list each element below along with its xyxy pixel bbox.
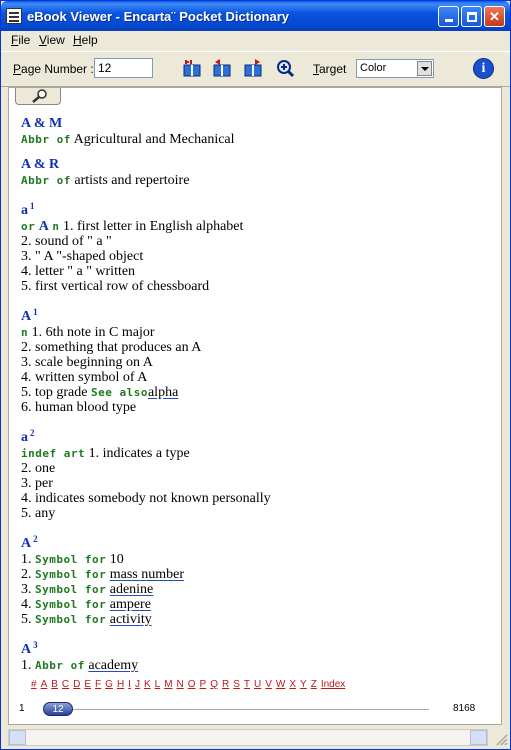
entry-a-1-upper — [21, 304, 491, 415]
grammar-label: n — [52, 220, 60, 233]
alphabet-link[interactable]: Y — [300, 679, 307, 690]
title-bar[interactable] — [1, 1, 510, 31]
grammar-label: indef art — [21, 447, 86, 460]
page-number-input[interactable]: 12 — [94, 58, 153, 78]
entry-a-2-upper: A $^2$ 1. Symbol for 10 2. Symbol for mass number 3. Symbol for adenine 4. Symbol for ampere 5. Symbol for activity — [21, 531, 491, 627]
alphabet-link[interactable]: J — [134, 679, 140, 690]
entry-a-2-lower — [21, 425, 491, 521]
minimize-icon — [445, 19, 453, 22]
entry-a-3-upper: A $^3$ 1. Abbr of academy — [21, 637, 491, 673]
alphabet-link[interactable]: Q — [210, 679, 218, 690]
book-prev-icon — [212, 58, 232, 78]
alphabet-link[interactable]: W — [275, 679, 286, 690]
definition: 10 — [109, 552, 124, 567]
alphabet-link[interactable]: I — [128, 679, 131, 690]
alphabet-link[interactable]: T — [243, 679, 251, 690]
grammar-label: n — [21, 326, 29, 339]
search-icon — [16, 88, 62, 104]
alphabet-link[interactable]: N — [176, 679, 184, 690]
alphabet-link[interactable]: A — [40, 679, 48, 690]
scroll-right-button[interactable] — [470, 730, 487, 745]
menu-file[interactable]: File — [11, 33, 31, 47]
info-button[interactable] — [473, 58, 494, 79]
headword: a $^1$ — [21, 201, 35, 218]
book-first-icon — [182, 58, 202, 78]
slider-min-label: 1 — [19, 703, 25, 714]
alphabet-link[interactable]: Z — [310, 679, 317, 690]
alphabet-index — [31, 679, 349, 690]
variant-headword: A — [38, 219, 49, 234]
alphabet-link[interactable]: Index — [320, 679, 346, 690]
headword: a $^2$ — [21, 428, 35, 445]
definition: 5. any — [21, 506, 56, 521]
chevron-down-icon[interactable] — [417, 61, 432, 76]
definition: 2. one — [21, 461, 56, 476]
dictionary-page — [8, 87, 502, 725]
headword: A $^3$ — [21, 640, 38, 657]
alphabet-link[interactable]: P — [199, 679, 207, 690]
alphabet-link[interactable]: L — [154, 679, 161, 690]
headword: A & M — [21, 116, 63, 131]
close-button[interactable] — [484, 6, 505, 27]
alphabet-link[interactable]: B — [51, 679, 58, 690]
cross-reference-link[interactable]: adenine — [109, 582, 154, 597]
target-select-value: Color — [360, 62, 387, 74]
grammar-label: Abbr of — [21, 133, 71, 146]
grammar-label: Symbol for — [35, 598, 107, 611]
zoom-icon — [275, 58, 295, 78]
headword: A $^1$ — [21, 307, 38, 324]
alphabet-link[interactable]: U — [254, 679, 262, 690]
alphabet-link[interactable]: O — [187, 679, 196, 690]
definition: Agricultural and Mechanical — [73, 132, 235, 147]
definition: 6. human blood type — [21, 400, 137, 415]
definition: 4. indicates somebody not known personally — [21, 491, 271, 506]
menu-help[interactable]: Help — [73, 33, 98, 47]
grammar-label: Abbr of — [35, 659, 85, 672]
book-next-icon — [243, 58, 263, 78]
definition: 1. 6th note in C major — [31, 325, 155, 340]
app-icon — [6, 8, 22, 24]
alphabet-link[interactable]: V — [265, 679, 272, 690]
definition: 2. sound of " a " — [21, 234, 112, 249]
definition: 5. first vertical row of chessboard — [21, 279, 210, 294]
definition: artists and repertoire — [74, 173, 190, 188]
alphabet-link[interactable]: H — [116, 679, 125, 690]
alphabet-link[interactable]: D — [73, 679, 81, 690]
definition: 4. letter " a " written — [21, 264, 136, 279]
close-icon: ✕ — [489, 8, 500, 24]
scroll-left-button[interactable] — [9, 730, 26, 745]
previous-page-button[interactable] — [211, 57, 233, 79]
definition: 3. scale beginning on A — [21, 355, 153, 370]
minimize-button[interactable] — [438, 6, 459, 27]
cross-reference-link[interactable]: mass number — [109, 567, 184, 582]
page-slider — [9, 700, 501, 722]
zoom-button[interactable] — [274, 57, 296, 79]
alphabet-link[interactable]: K — [143, 679, 151, 690]
slider-track[interactable] — [43, 709, 429, 711]
grammar-label: Symbol for — [35, 613, 107, 626]
maximize-button[interactable] — [461, 6, 482, 27]
definition: 3. " A "-shaped object — [21, 249, 144, 264]
alphabet-link[interactable]: C — [61, 679, 70, 690]
alphabet-link[interactable]: G — [105, 679, 113, 690]
alphabet-link[interactable]: X — [289, 679, 297, 690]
horizontal-scrollbar[interactable] — [8, 729, 488, 746]
page-number-label: Page Number : — [13, 62, 94, 76]
alphabet-link[interactable]: R — [222, 679, 230, 690]
definition: 1. indicates a type — [88, 446, 190, 461]
definition: 2. something that produces an A — [21, 340, 202, 355]
info-icon: i — [481, 60, 486, 76]
definition: 4. written symbol of A — [21, 370, 148, 385]
menu-view[interactable]: View — [39, 33, 65, 47]
target-select[interactable] — [356, 59, 434, 78]
entry-a-1-lower — [21, 198, 491, 294]
cross-reference-link[interactable]: alpha — [147, 385, 179, 400]
entry-a-and-r — [21, 157, 491, 188]
definition: 1. first letter in English alphabet — [63, 219, 244, 234]
alphabet-link[interactable]: E — [84, 679, 92, 690]
grammar-label: Abbr of — [21, 174, 71, 187]
entries-list — [21, 116, 491, 683]
headword: A & R — [21, 157, 60, 172]
definition: 5. top grade — [21, 385, 88, 400]
cross-reference-link[interactable]: activity — [109, 612, 152, 627]
headword: A $^2$ — [21, 534, 38, 551]
maximize-icon — [467, 12, 477, 22]
resize-grip-icon[interactable] — [493, 731, 508, 746]
slider-max-label: 8168 — [453, 703, 476, 714]
cross-reference-link[interactable]: ampere — [109, 597, 151, 612]
alphabet-link[interactable]: M — [164, 679, 173, 690]
cross-reference-link[interactable]: academy — [88, 658, 139, 673]
first-page-button[interactable] — [181, 57, 203, 79]
entry-a-and-m — [21, 116, 491, 147]
alphabet-link[interactable]: # — [31, 679, 37, 690]
grammar-label: Symbol for — [35, 583, 107, 596]
slider-thumb[interactable]: 12 — [43, 702, 73, 716]
menu-bar — [1, 31, 510, 50]
definition: 3. per — [21, 476, 53, 491]
grammar-label: or — [21, 220, 36, 233]
alphabet-link[interactable]: F — [95, 679, 102, 690]
grammar-label: Symbol for — [35, 553, 107, 566]
see-also-label: See also — [90, 386, 148, 399]
next-page-button[interactable] — [242, 57, 264, 79]
search-tab[interactable] — [15, 88, 61, 105]
window-title: eBook Viewer - Encarta¨ Pocket Dictionary — [27, 9, 290, 24]
alphabet-link[interactable]: S — [233, 679, 240, 690]
target-label: Target — [313, 62, 347, 76]
grammar-label: Symbol for — [35, 568, 107, 581]
